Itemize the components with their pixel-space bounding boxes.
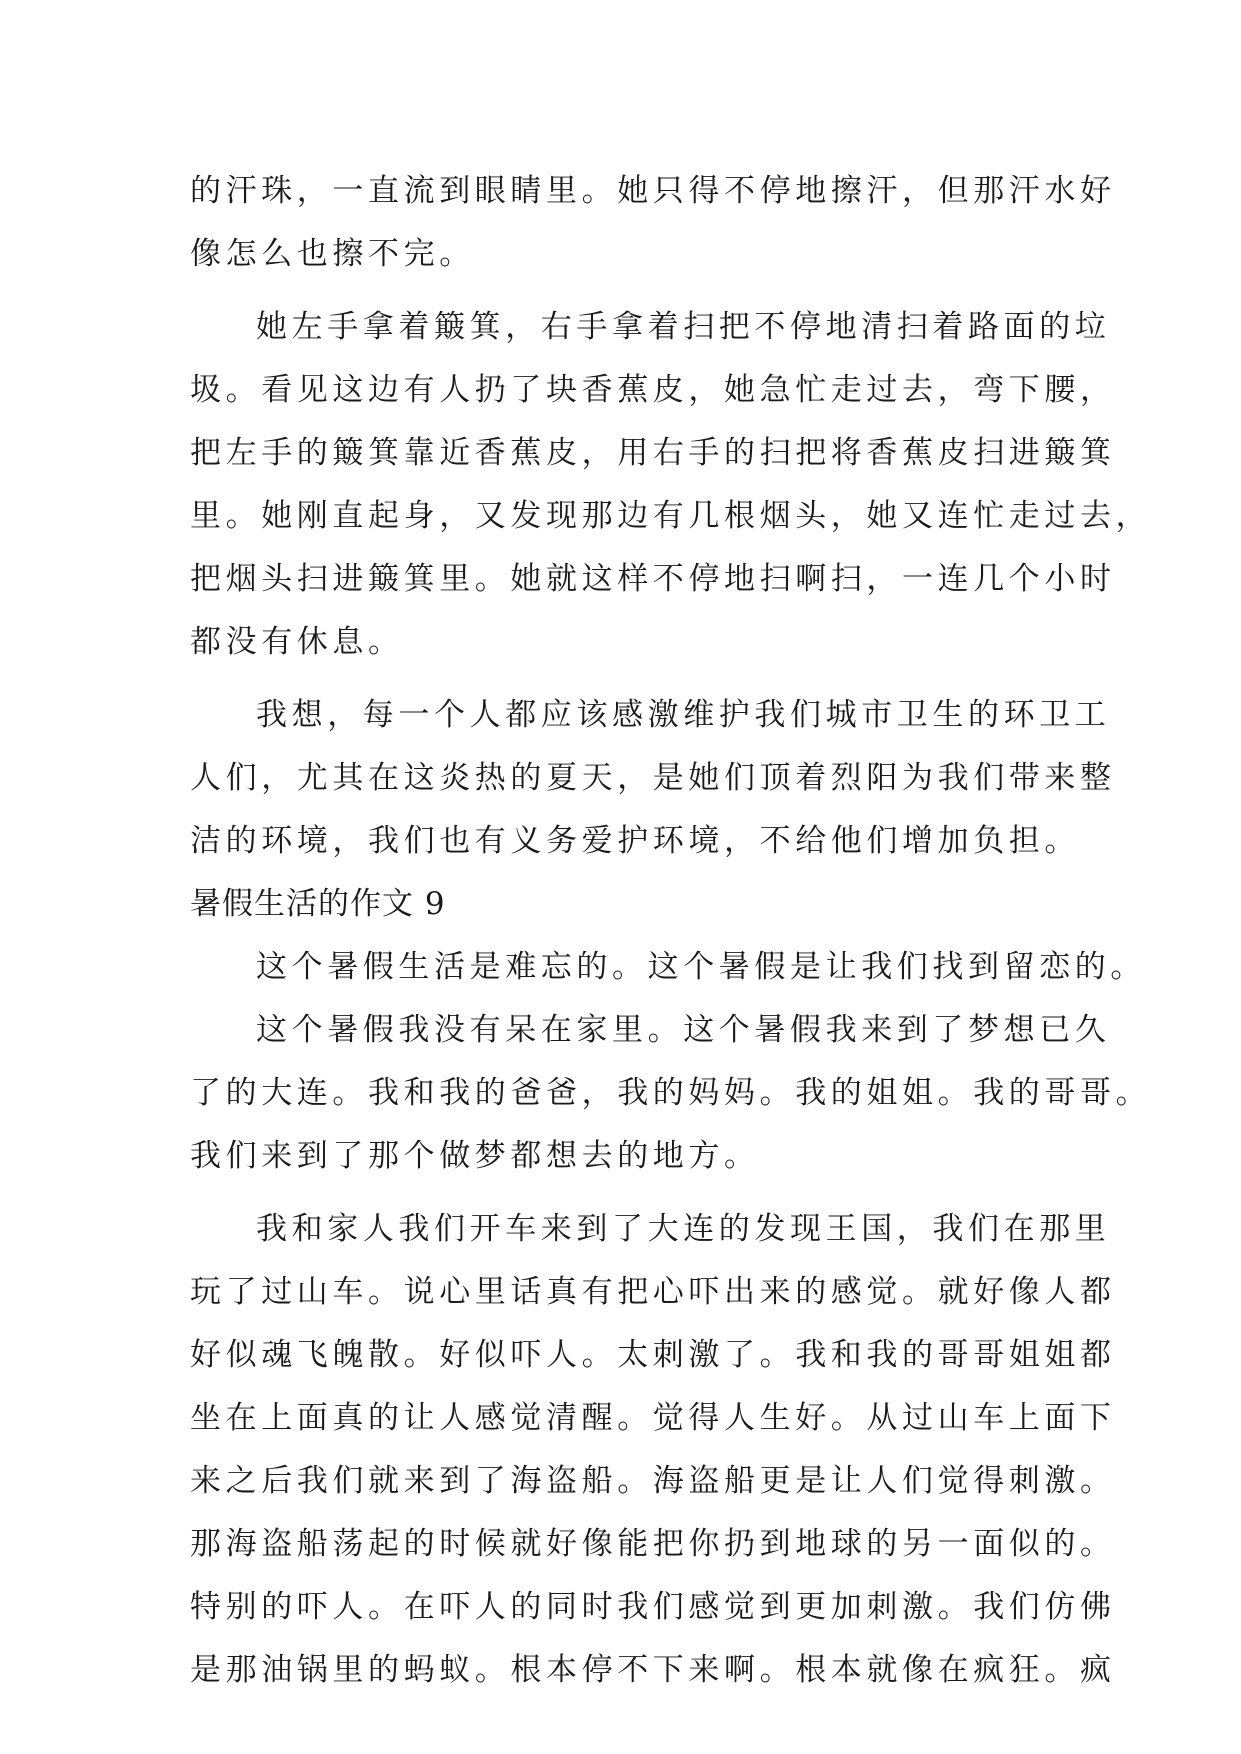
paragraph-line: 了的大连。我和我的爸爸，我的妈妈。我的姐姐。我的哥哥。 — [190, 1075, 1152, 1111]
paragraph-line: 我们来到了那个做梦都想去的地方。 — [190, 1138, 760, 1174]
paragraph-line: 圾。看见这边有人扔了块香蕉皮，她急忙走过去，弯下腰， — [190, 372, 1116, 408]
paragraph-line: 像怎么也擦不完。 — [190, 236, 475, 272]
paragraph-line: 特别的吓人。在吓人的同时我们感觉到更加刺激。我们仿佛 — [190, 1589, 1116, 1625]
paragraph-line: 我和家人我们开车来到了大连的发现王国，我们在那里 — [256, 1211, 1111, 1247]
paragraph-6 — [190, 1198, 1116, 1702]
section-title: 暑假生活的作文 9 — [190, 886, 446, 922]
paragraph-line: 我想，每一个人都应该感激维护我们城市卫生的环卫工 — [256, 697, 1111, 733]
paragraph-line: 这个暑假生活是难忘的。这个暑假是让我们找到留恋的。 — [256, 949, 1146, 985]
paragraph-line: 人们，尤其在这炎热的夏天，是她们顶着烈阳为我们带来整 — [190, 760, 1116, 796]
paragraph-3 — [190, 684, 1116, 873]
paragraph-line: 好似魂飞魄散。好似吓人。太刺激了。我和我的哥哥姐姐都 — [190, 1337, 1116, 1373]
paragraph-line: 把烟头扫进簸箕里。她就这样不停地扫啊扫，一连几个小时 — [190, 561, 1116, 597]
paragraph-4 — [190, 936, 1146, 999]
paragraph-line: 这个暑假我没有呆在家里。这个暑假我来到了梦想已久 — [256, 1012, 1111, 1048]
document-page — [190, 160, 1152, 1702]
paragraph-line: 坐在上面真的让人感觉清醒。觉得人生好。从过山车上面下 — [190, 1400, 1116, 1436]
paragraph-line: 她左手拿着簸箕，右手拿着扫把不停地清扫着路面的垃 — [256, 309, 1111, 345]
paragraph-line: 把左手的簸箕靠近香蕉皮，用右手的扫把将香蕉皮扫进簸箕 — [190, 435, 1116, 471]
paragraph-line: 那海盗船荡起的时候就好像能把你扔到地球的另一面似的。 — [190, 1526, 1116, 1562]
paragraph-line: 里。她刚直起身，又发现那边有几根烟头，她又连忙走过去， — [190, 498, 1152, 534]
paragraph-5 — [190, 999, 1152, 1188]
paragraph-line: 是那油锅里的蚂蚁。根本停不下来啊。根本就像在疯狂。疯 — [190, 1652, 1116, 1688]
paragraph-2 — [190, 296, 1152, 674]
paragraph-line: 的汗珠，一直流到眼睛里。她只得不停地擦汗，但那汗水好 — [190, 173, 1116, 209]
paragraph-line: 玩了过山车。说心里话真有把心吓出来的感觉。就好像人都 — [190, 1274, 1116, 1310]
paragraph-line: 洁的环境，我们也有义务爱护环境，不给他们增加负担。 — [190, 823, 1080, 859]
paragraph-1 — [190, 160, 1116, 286]
paragraph-line: 都没有休息。 — [190, 624, 404, 660]
paragraph-line: 来之后我们就来到了海盗船。海盗船更是让人们觉得刺激。 — [190, 1463, 1116, 1499]
